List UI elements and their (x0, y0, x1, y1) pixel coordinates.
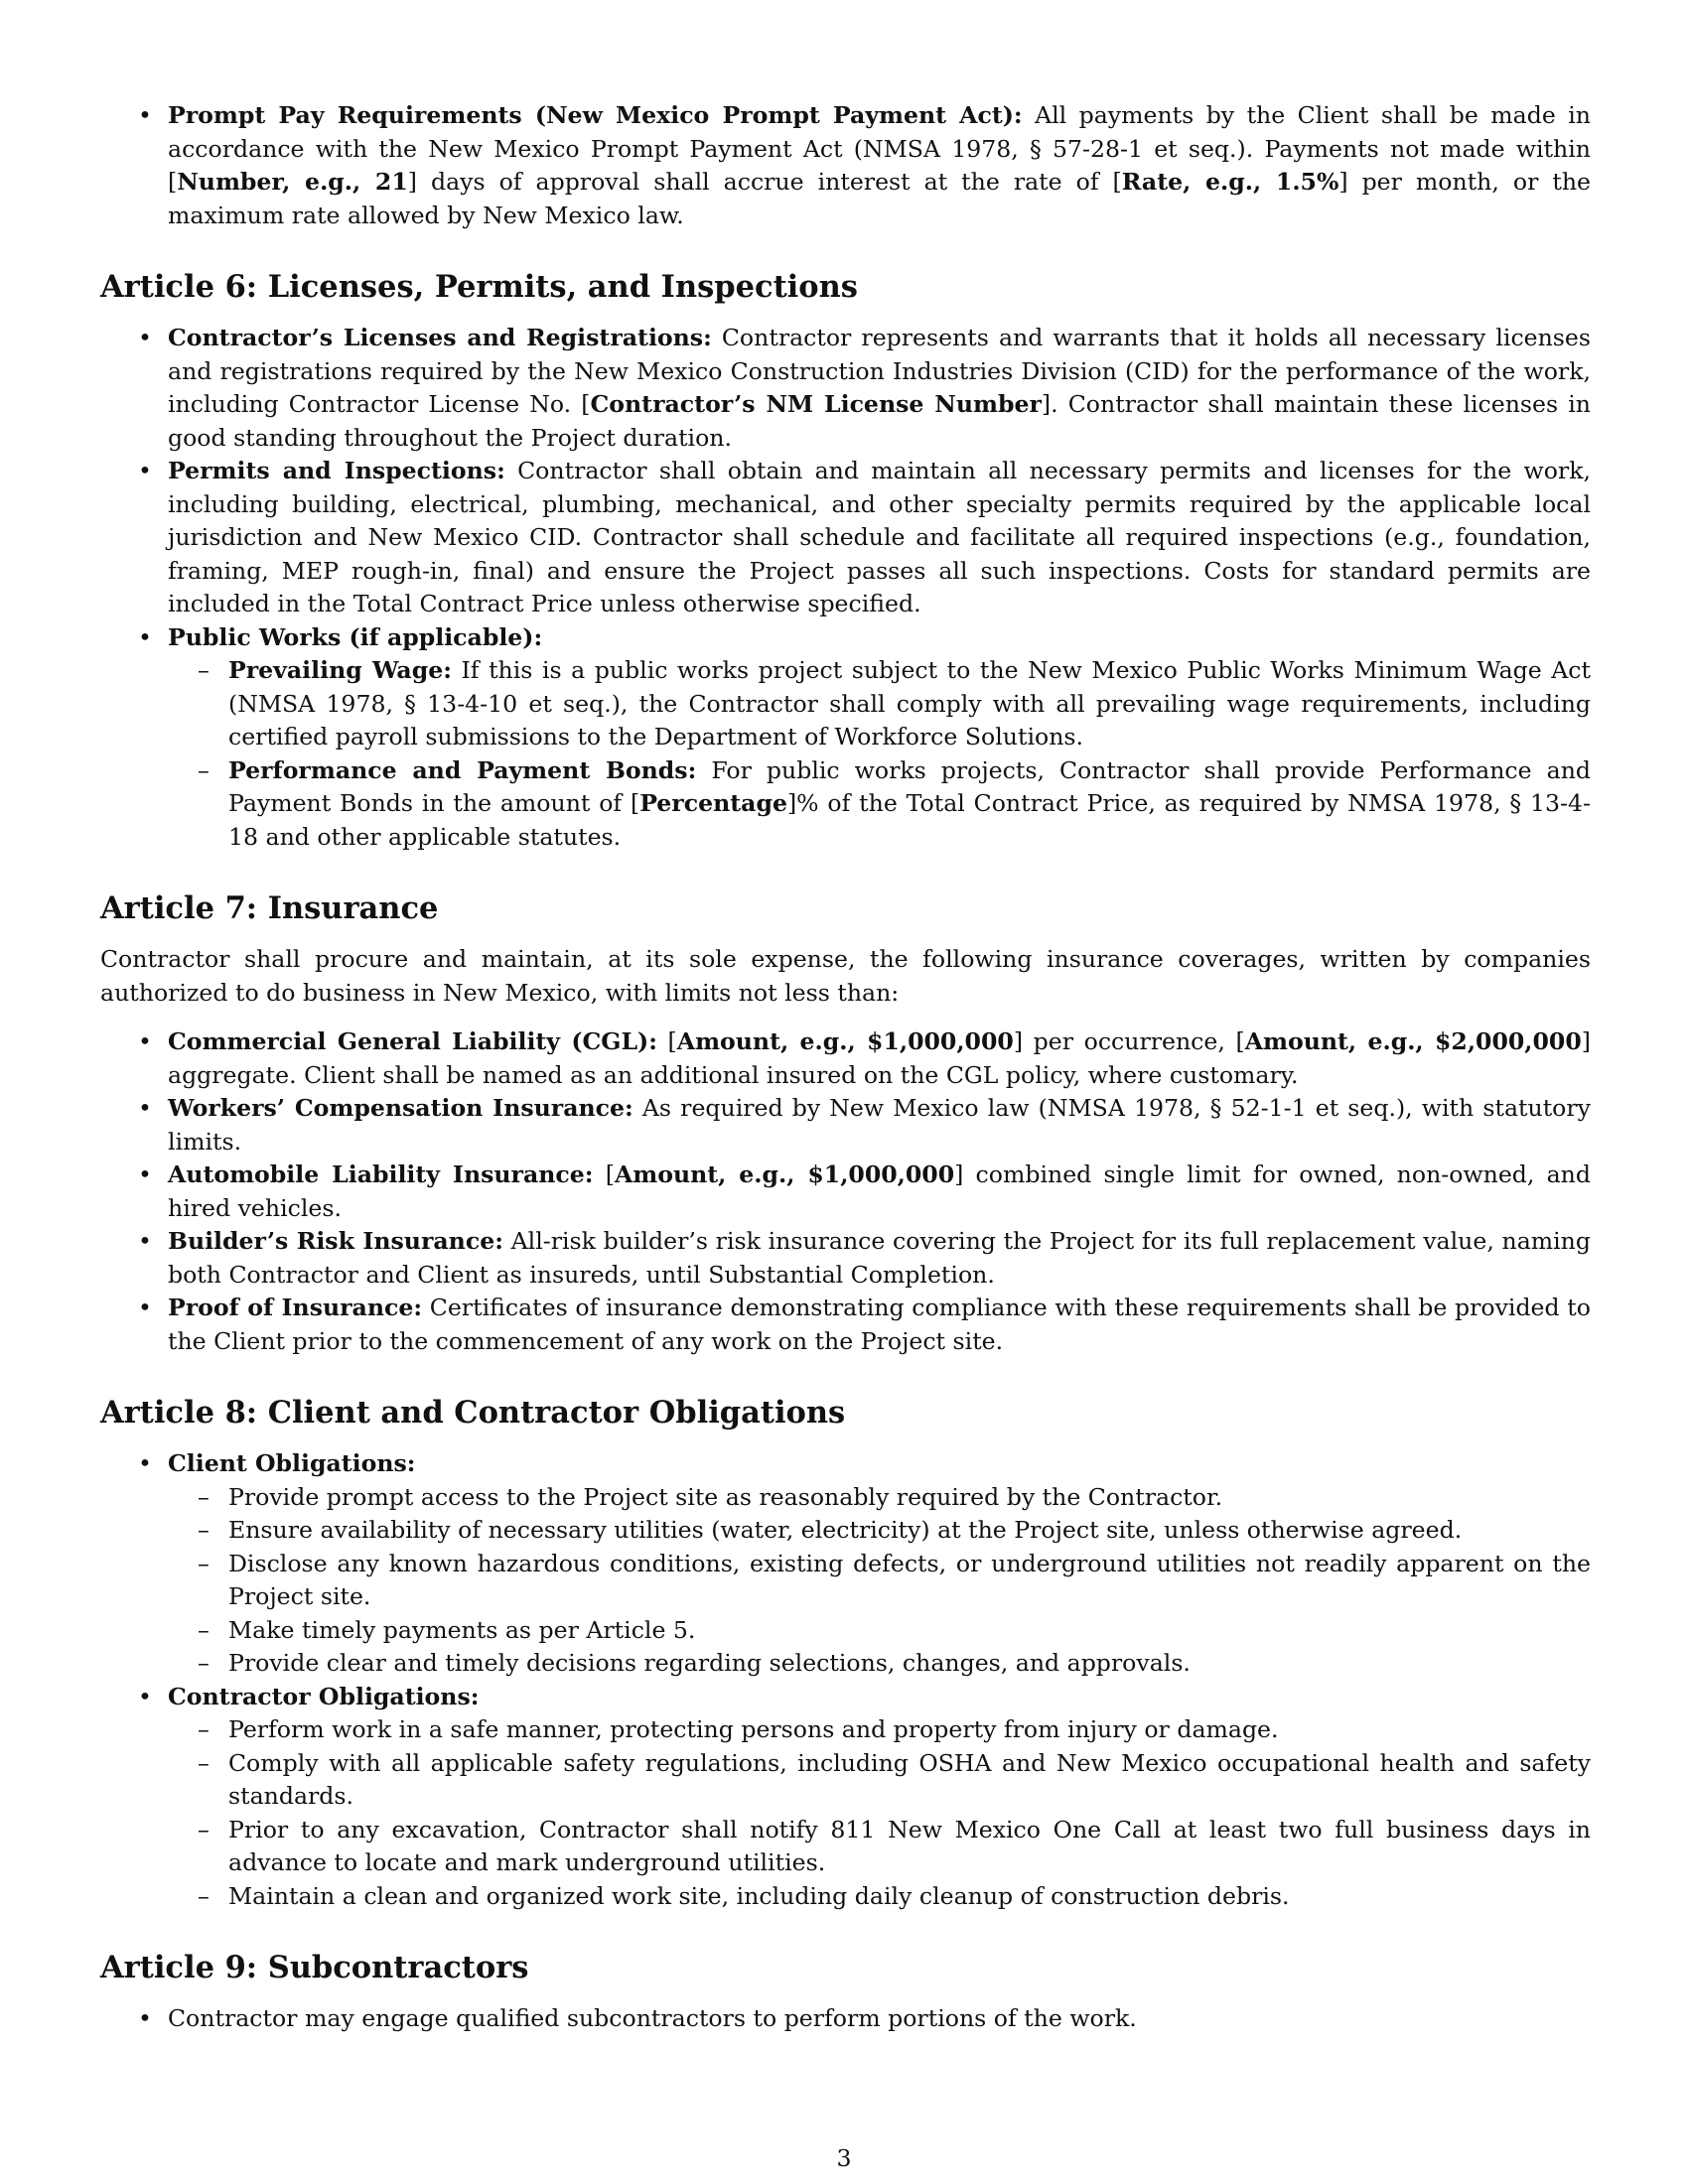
sublist-item: – Provide prompt access to the Project site as reasonably required by the Contractor. (168, 1481, 1591, 1515)
item-label: Prompt Pay Requirements (New Mexico Prompt Payment Act): (168, 101, 1023, 129)
page-number: 3 (836, 2144, 852, 2172)
sublist-item: – Perform work in a safe manner, protecting persons and property from injury or damage. (168, 1713, 1591, 1747)
list-item: • Builder’s Risk Insurance: All-risk builder’s risk insurance covering the Project for its full replacement value, naming both Contractor and Client as insureds, until Substantial Completion. (100, 1225, 1591, 1292)
list-item: • Public Works (if applicable): – Prevailing Wage: If this is a public works project subject to the New Mexico Public Works Minimum Wage Act (NMSA 1978, § 13-4-10 et seq.), the Contractor shall comply with all prevailing wage requirements, including certified payroll submissions to the Department of Workforce Solutions. – Performance and Payment Bonds: For public works projects, Contractor shall provide Performance and Payment Bonds in the amount of [Percentage]% of the Total Contract Price, as required by NMSA 1978, § 13-4-18 and other applicable statutes. (100, 621, 1591, 855)
sublist-item: – Disclose any known hazardous conditions, existing defects, or underground utilities not readily apparent on the Project site. (168, 1548, 1591, 1614)
public-works-sublist (168, 654, 1591, 854)
article-6-list (100, 322, 1591, 854)
list-item: • Workers’ Compensation Insurance: As required by New Mexico law (NMSA 1978, § 52-1-1 et seq.), with statutory limits. (100, 1092, 1591, 1159)
list-item: • Commercial General Liability (CGL): [Amount, e.g., $1,000,000] per occurrence, [Amount, e.g., $2,000,000] aggregate. Client shall be named as an additional insured on the CGL policy, where customary. (100, 1025, 1591, 1092)
list-item: • Automobile Liability Insurance: [Amount, e.g., $1,000,000] combined single limit for owned, non-owned, and hired vehicles. (100, 1159, 1591, 1225)
contractor-obligations-sublist (168, 1713, 1591, 1913)
prompt-pay-list (100, 99, 1591, 232)
list-item: • Permits and Inspections: Contractor shall obtain and maintain all necessary permits and licenses for the work, including building, electrical, plumbing, mechanical, and other specialty permits required by the applicable local jurisdiction and New Mexico CID. Contractor shall schedule and facilitate all required inspections (e.g., foundation, framing, MEP rough-in, final) and ensure the Project passes all such inspections. Costs for standard permits are included in the Total Contract Price unless otherwise specified. (100, 455, 1591, 621)
list-item: • Proof of Insurance: Certificates of insurance demonstrating compliance with these requirements shall be provided to the Client prior to the commencement of any work on the Project site. (100, 1292, 1591, 1358)
article-6-heading: Article 6: Licenses, Permits, and Inspections (100, 269, 858, 305)
client-obligations-sublist (168, 1481, 1591, 1681)
article-8-list (100, 1447, 1591, 1913)
article-8-heading: Article 8: Client and Contractor Obligations (100, 1395, 846, 1431)
sublist-item: – Performance and Payment Bonds: For public works projects, Contractor shall provide Performance and Payment Bonds in the amount of [Percentage]% of the Total Contract Price, as required by NMSA 1978, § 13-4-18 and other applicable statutes. (168, 754, 1591, 855)
article-7-intro: Contractor shall procure and maintain, at its sole expense, the following insurance coverages, written by companies authorized to do business in New Mexico, with limits not less than: (100, 945, 1591, 1007)
list-item: • Contractor’s Licenses and Registrations: Contractor represents and warrants that it holds all necessary licenses and registrations required by the New Mexico Construction Industries Division (CID) for the performance of the work, including Contractor License No. [Contractor’s NM License Number]. Contractor shall maintain these licenses in good standing throughout the Project duration. (100, 322, 1591, 455)
list-item: • Prompt Pay Requirements (New Mexico Prompt Payment Act): All payments by the Client shall be made in accordance with the New Mexico Prompt Payment Act (NMSA 1978, § 57-28-1 et seq.). Payments not made within [Number, e.g., 21] days of approval shall accrue interest at the rate of [Rate, e.g., 1.5%] per month, or the maximum rate allowed by New Mexico law. (100, 99, 1591, 232)
sublist-item: – Maintain a clean and organized work site, including daily cleanup of construction debris. (168, 1880, 1591, 1914)
list-item: • Client Obligations: – Provide prompt access to the Project site as reasonably required by the Contractor. – Ensure availability of necessary utilities (water, electricity) at the Project site, unless otherwise agreed. – Disclose any known hazardous conditions, existing defects, or underground utilities not readily apparent on the Project site. – Make timely payments as per Article 5. – Provide clear and timely decisions regarding selections, changes, and approvals. (100, 1447, 1591, 1681)
article-9-heading: Article 9: Subcontractors (100, 1950, 529, 1985)
sublist-item: – Make timely payments as per Article 5. (168, 1614, 1591, 1648)
list-item: • Contractor may engage qualified subcontractors to perform portions of the work. (100, 2002, 1591, 2036)
sublist-item: – Prior to any excavation, Contractor shall notify 811 New Mexico One Call at least two full business days in advance to locate and mark underground utilities. (168, 1814, 1591, 1880)
list-item: • Contractor Obligations: – Perform work in a safe manner, protecting persons and property from injury or damage. – Comply with all applicable safety regulations, including OSHA and New Mexico occupational health and safety standards. – Prior to any excavation, Contractor shall notify 811 New Mexico One Call at least two full business days in advance to locate and mark underground utilities. – Maintain a clean and organized work site, including daily cleanup of construction debris. (100, 1681, 1591, 1914)
sublist-item: – Prevailing Wage: If this is a public works project subject to the New Mexico Public Works Minimum Wage Act (NMSA 1978, § 13-4-10 et seq.), the Contractor shall comply with all prevailing wage requirements, including certified payroll submissions to the Department of Workforce Solutions. (168, 654, 1591, 754)
article-7-heading: Article 7: Insurance (100, 890, 439, 926)
article-7-list (100, 1025, 1591, 1358)
sublist-item: – Comply with all applicable safety regulations, including OSHA and New Mexico occupational health and safety standards. (168, 1747, 1591, 1814)
sublist-item: – Provide clear and timely decisions regarding selections, changes, and approvals. (168, 1647, 1591, 1681)
sublist-item: – Ensure availability of necessary utilities (water, electricity) at the Project site, unless otherwise agreed. (168, 1514, 1591, 1548)
article-9-list (100, 2002, 1591, 2036)
